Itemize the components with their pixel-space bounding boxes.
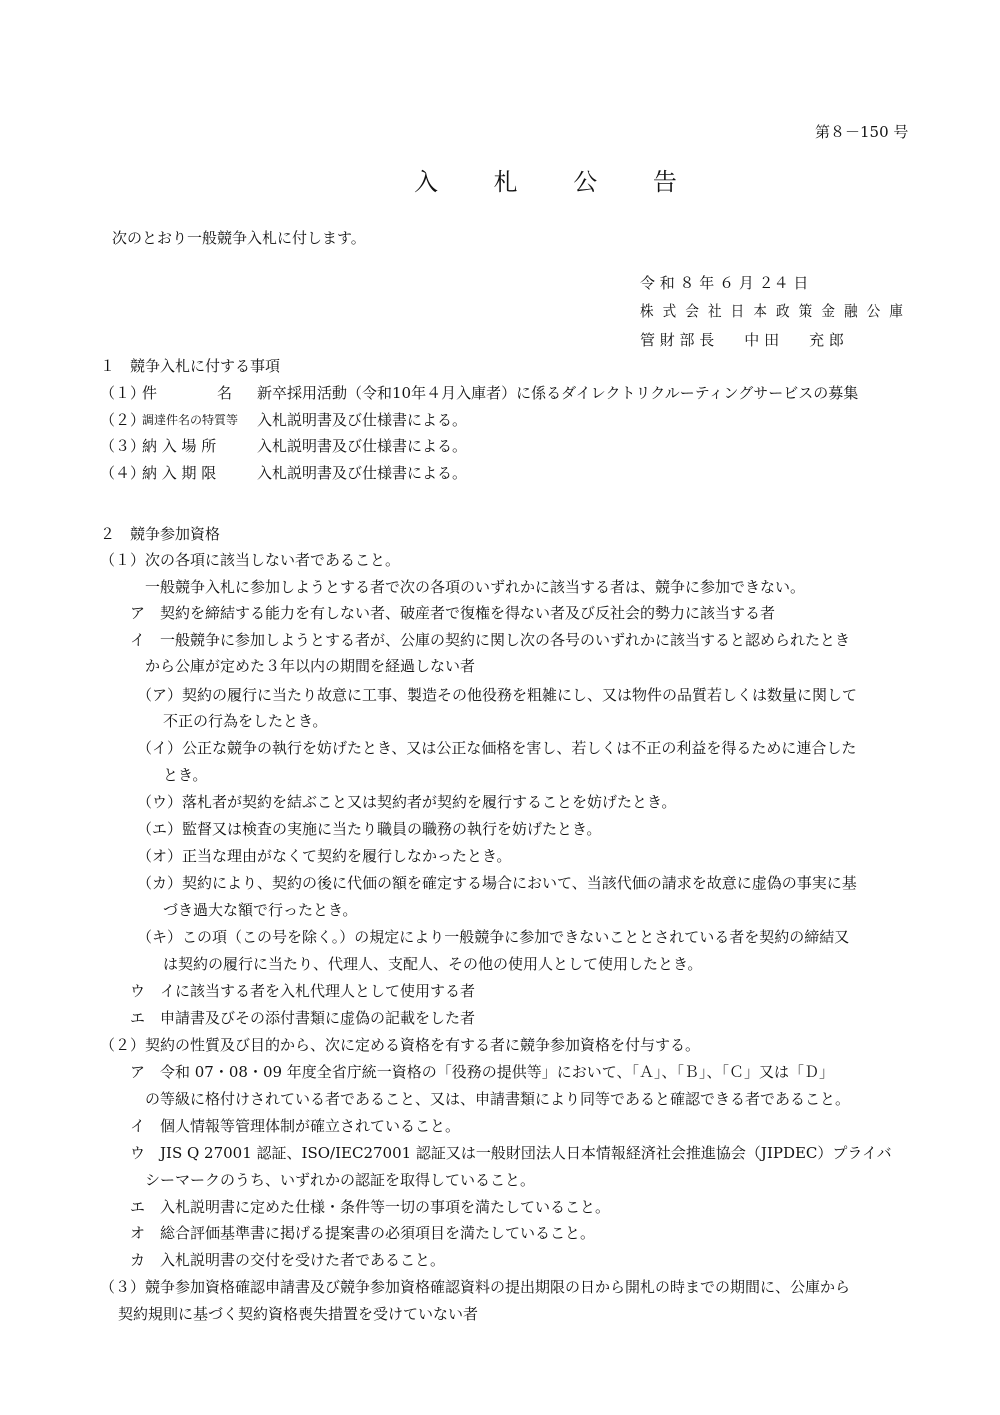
section1-item (100, 436, 920, 456)
item-number: （３） (100, 437, 146, 455)
sub-clause-ki-line1: （キ）この項（この号を除く。）の規定により一般競争に参加できないこととされている者を契約の締結又 (137, 928, 850, 946)
clause-2-1-u: ウ イに該当する者を入札代理人として使用する者 (130, 982, 476, 1000)
issuer-officer: 管 財 部 長 中 田 充 郎 (640, 331, 844, 349)
clause-2-1-a: ア 契約を締結する能力を有しない者、破産者で復権を得ない者及び反社会的勢力に該当する者 (130, 604, 776, 622)
sub-clause-u: （ウ）落札者が契約を結ぶこと又は契約者が契約を履行することを妨げたとき。 (137, 793, 677, 811)
clause-2-2-a-line1: ア 令和 07・08・09 年度全省庁統一資格の「役務の提供等」において、「Ａ」、「Ｂ」、「Ｃ」又は「Ｄ」 (130, 1063, 835, 1081)
item-number: （１） (100, 384, 146, 402)
sub-clause-o: （オ）正当な理由がなくて契約を履行しなかったとき。 (137, 847, 512, 865)
sub-clause-e: （エ）監督又は検査の実施に当たり職員の職務の執行を妨げたとき。 (137, 820, 602, 838)
clause-2-1-heading: （１）次の各項に該当しない者であること。 (100, 551, 401, 569)
item-label: 納 入 場 所 (142, 437, 217, 455)
section1-item (100, 383, 920, 403)
item-value: 新卒採用活動（令和10年４月入庫者）に係るダイレクトリクルーティングサービスの募集 (257, 384, 859, 402)
section1-item (100, 463, 920, 483)
clause-2-2-o: オ 総合評価基準書に掲げる提案書の必須項目を満たしていること。 (130, 1224, 596, 1242)
clause-2-2-ka: カ 入札説明書の交付を受けた者であること。 (130, 1251, 446, 1269)
sub-clause-ka-line1: （カ）契約により、契約の後に代価の額を確定する場合において、当該代価の請求を故意に虚偽の事実に基 (137, 874, 857, 892)
clause-2-3-line2: 契約規則に基づく契約資格喪失措置を受けていない者 (118, 1305, 479, 1323)
sub-clause-i-line1: （イ）公正な競争の執行を妨げたとき、又は公正な価格を害し、若しくは不正の利益を得るために連合した (137, 739, 857, 757)
item-value: 入札説明書及び仕様書による。 (257, 437, 468, 455)
sub-clause-a-line2: 不正の行為をしたとき。 (163, 712, 328, 730)
clause-2-1-i-line1: イ 一般競争に参加しようとする者が、公庫の契約に関し次の各号のいずれかに該当すると認められたとき (130, 631, 851, 649)
item-label: 納 入 期 限 (142, 464, 217, 482)
item-number: （４） (100, 464, 146, 482)
clause-2-1-i-line2: から公庫が定めた３年以内の期間を経過しない者 (145, 657, 476, 675)
item-label: 件 名 (142, 384, 233, 402)
clause-2-2-heading: （２）契約の性質及び目的から、次に定める資格を有する者に競争参加資格を付与する。 (100, 1036, 701, 1054)
clause-2-2-u-line2: シーマークのうち、いずれかの認証を取得していること。 (145, 1171, 536, 1189)
clause-2-2-e: エ 入札説明書に定めた仕様・条件等一切の事項を満たしていること。 (130, 1198, 611, 1216)
item-value: 入札説明書及び仕様書による。 (257, 464, 468, 482)
section1-heading: １ 競争入札に付する事項 (100, 357, 281, 375)
sub-clause-i-line2: とき。 (163, 766, 208, 784)
clause-2-2-u-line1: ウ JIS Q 27001 認証、ISO/IEC27001 認証又は一般財団法人日本情報経済社会推進協会（JIPDEC）プライバ (130, 1144, 892, 1162)
clause-2-2-i: イ 個人情報等管理体制が確立されていること。 (130, 1117, 461, 1135)
item-value: 入札説明書及び仕様書による。 (257, 411, 468, 429)
section2-heading: ２ 競争参加資格 (100, 525, 221, 543)
clause-2-2-a-line2: の等級に格付けされている者であること、又は、申請書類により同等であると確認できる者であること。 (145, 1090, 851, 1108)
document-number: 第８－150 号 (815, 123, 909, 141)
page-title: 入 札 公 告 (414, 168, 701, 196)
sub-clause-a-line1: （ア）契約の履行に当たり故意に工事、製造その他役務を粗雑にし、又は物件の品質若しくは数量に関して (137, 686, 858, 704)
issuer-company: 株式会社日本政策金融公庫 (640, 302, 912, 320)
intro-text: 次のとおり一般競争入札に付します。 (112, 229, 366, 247)
item-number: （２） (100, 411, 146, 429)
clause-2-1-e: エ 申請書及びその添付書類に虚偽の記載をした者 (130, 1009, 476, 1027)
sub-clause-ka-line2: づき過大な額で行ったとき。 (163, 901, 358, 919)
sub-clause-ki-line2: は契約の履行に当たり、代理人、支配人、その他の使用人として使用したとき。 (163, 955, 703, 973)
clause-2-1-lead: 一般競争入札に参加しようとする者で次の各項のいずれかに該当する者は、競争に参加できない。 (145, 578, 806, 596)
issue-date: 令 和 ８ 年 ６ 月 ２４ 日 (640, 274, 809, 292)
clause-2-3-line1: （３）競争参加資格確認申請書及び競争参加資格確認資料の提出期限の日から開札の時までの期間に、公庫から (100, 1278, 851, 1296)
item-label: 調達件名の特質等 (142, 413, 239, 427)
section1-item (100, 410, 920, 430)
